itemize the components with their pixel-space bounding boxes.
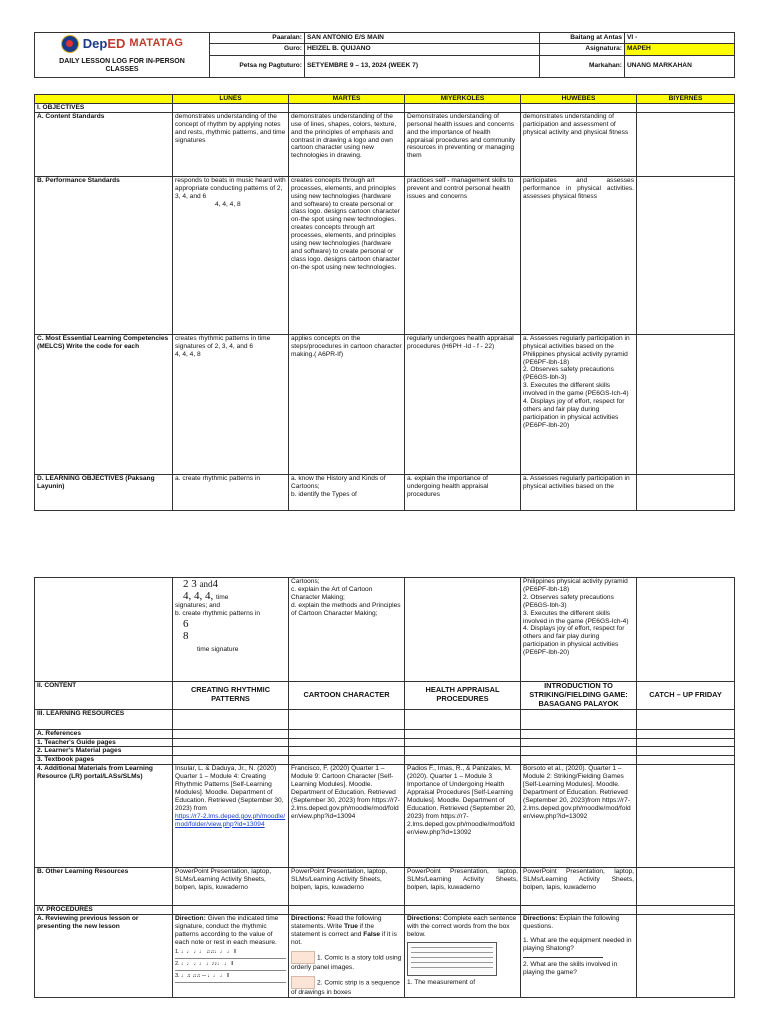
cell: a. explain the importance of undergoing health appraisal procedures <box>405 474 521 510</box>
cell <box>637 578 735 682</box>
asignatura-value: MAPEH <box>625 44 735 55</box>
rhythm-notes: 1. ♩♩ ♩♩ ♫♫♩♩ ♩ ‖ 2. ♩♩ ♩♩ ♩♪♪♩ ♩ ‖ 3. ♩♫ ♫♫ ─ ♩♩ ♩ ‖ <box>175 949 286 983</box>
baitang-value: VI - <box>625 33 735 44</box>
review-thursday: Directions: Explain the following questions. 1. What are the equipment needed in playing Shatong? 2. What are the skills involved in playing the game? <box>521 915 637 997</box>
cell: PowerPoint Presentation, laptop, SLMs/Learning Activity Sheets, bolpen, lapis, kuwaderno <box>173 868 289 906</box>
lm-label: 2. Learner's Material pages <box>35 747 173 756</box>
answer-line <box>523 957 603 958</box>
guro-label: Guro: <box>210 44 305 55</box>
answer-box[interactable] <box>291 976 315 989</box>
cell: regularly undergoes health appraisal procedures (H6PH -Id - f - 22) <box>405 334 521 474</box>
content-label: II. CONTENT <box>35 682 173 710</box>
day-header: MIYERKOLES <box>405 95 521 104</box>
petsa-label: Petsa ng Pagtuturo: <box>210 55 305 77</box>
word-box <box>407 942 497 976</box>
asignatura-label: Asignatura: <box>540 44 625 55</box>
deped-seal-icon <box>61 35 79 53</box>
cell <box>637 765 735 868</box>
markahan-label: Markahan: <box>540 55 625 77</box>
cell <box>637 334 735 474</box>
baitang-label: Baitang at Antas <box>540 33 625 44</box>
objectives-table <box>34 94 735 511</box>
cell: Padios F., Imas, R., & Panizales, M. (2020). Quarter 1 – Module 3 Importance of Undergoing Health Appraisal Procedures [Self-Learning Modules]. Moodle. Department of Education. Retrieved (September 20, 2023) from https://r7-2.lms.deped.gov.ph/moodle/mod/folder/view.php?id=13092 <box>405 765 521 868</box>
procedures-label: IV. PROCEDURES <box>35 906 173 915</box>
module-link[interactable]: https://r7-2.lms.deped.gov.ph/moodle/mod/folder/view.php?id=13094 <box>175 812 286 828</box>
cell: a. create rhythmic patterns in <box>173 474 289 510</box>
cell: a. Assesses regularly participation in physical activities based on the Philippines physical activity pyramid (PE6PF-Ibh-18) 2. Observes safety precautions (PE6GS-Ibh-3) 3. Executes the different skills involved in the game (PE6GS-Ich-4) 4. Displays joy of effort, respect for others and fair play during participation in physical activities (PE6PF-Ibh-20) <box>521 334 637 474</box>
content-title: CREATING RHYTHMIC PATTERNS <box>173 682 289 710</box>
cell: a. Assesses regularly participation in physical activities based on the <box>521 474 637 510</box>
cell <box>637 112 735 176</box>
cell: demonstrates understanding of the use of lines, shapes, colors, texture, and the principles of emphasis and contrast in drawing a logo and own cartoon character using new technologies in drawing. <box>289 112 405 176</box>
resources-label: III. LEARNING RESOURCES <box>35 709 173 729</box>
content-title: INTRODUCTION TO STRIKING/FIELDING GAME: BASAGANG PALAYOK <box>521 682 637 710</box>
references-label: A. References <box>35 729 173 738</box>
day-header: HUWEBES <box>521 95 637 104</box>
cell: Demonstrates understanding of personal health issues and concerns and the importance of health appraisal procedures and community resources in preventing or managing them <box>405 112 521 176</box>
tb-label: 3. Textbook pages <box>35 756 173 765</box>
cell <box>637 176 735 334</box>
cell: PowerPoint Presentation, laptop, SLMs/Learning Activity Sheets, bolpen, lapis, kuwaderno <box>405 868 521 906</box>
cell: Francisco, F. (2020) Quarter 1 – Module 9: Cartoon Character [Self-Learning Modules]. Moodle. Department of Education. Retrieved (September 30, 2023) from https://r7-2.lms.deped.gov.ph/moodle/mod/folder/view.php?id=13094 <box>289 765 405 868</box>
cell: demonstrates understanding of participation and assessment of physical activity and physical fitness <box>521 112 637 176</box>
cell: PowerPoint Presentation, laptop, SLMs/Learning Activity Sheets, bolpen, lapis, kuwaderno <box>289 868 405 906</box>
day-header: MARTES <box>289 95 405 104</box>
cell <box>637 474 735 510</box>
paaralan-value: SAN ANTONIO E/S MAIN <box>305 33 540 44</box>
content-title: CATCH – UP FRIDAY <box>637 682 735 710</box>
cell: practices self - management skills to prevent and control personal health issues and concerns <box>405 176 521 334</box>
deped-logo: DepED <box>82 36 126 52</box>
header-table <box>34 32 735 78</box>
cell: creates concepts through art processes, elements, and principles using new technologies (hardware and software) to create personal or class logo. designs cartoon character on-the spot using new technologies. creates concepts through art processes, elements, and principles using new technologies (hardware and software) to create personal or class logo. designs cartoon character on-the spot using new technologies. <box>289 176 405 334</box>
cell: Borsoto et al., (2020). Quarter 1 – Module 2: Striking/Fielding Games [Self-Learning Modules]. Moodle. Department of Education. Retrieved (September 20, 2023)from https://r7-2.lms.deped.gov.ph/moodle/mod/folder/view.php?id=13092 <box>521 765 637 868</box>
review-label: A. Reviewing previous lesson or presenting the new lesson <box>35 915 173 997</box>
cell: demonstrates understanding of the concept of rhythm by applying notes and rests, rhythmic patterns, and time signatures <box>173 112 289 176</box>
cell: Philippines physical activity pyramid (PE6PF-Ibh-18) 2. Observes safety precautions (PE6GS-Ibh-3) 3. Executes the different skills involved in the game (PE6GS-Ich-4) 4. Displays joy of effort, respect for others and fair play during participation in physical activities (PE6PF-Ibh-20) <box>521 578 637 682</box>
cell <box>405 578 521 682</box>
review-wednesday: Directions: Complete each sentence with the correct words from the box below. 1. The measurement of <box>405 915 521 997</box>
paaralan-label: Paaralan: <box>210 33 305 44</box>
cell: responds to beats in music heard with appropriate conducting patterns of 2, 3, 4, and 6 4, 4, 4, 8 <box>173 176 289 334</box>
markahan-value: UNANG MARKAHAN <box>625 55 735 77</box>
additional-materials-label: 4. Additional Materials from Learning Resource (LR) portal/LASs/SLMs) <box>35 765 173 868</box>
cell: PowerPoint Presentation, laptop, SLMs/Learning Activity Sheets, bolpen, lapis, kuwaderno <box>521 868 637 906</box>
other-resources-label: B. Other Learning Resources <box>35 868 173 906</box>
lo-monday-cont: 2 3 and4 4, 4, 4, time signatures; and b. create rhythmic patterns in 6 8 time signature <box>173 578 289 682</box>
logo-cell <box>35 33 210 56</box>
day-header: BIYERNES <box>637 95 735 104</box>
dll-title: DAILY LESSON LOG FOR IN-PERSON CLASSES <box>35 55 210 77</box>
content-title: HEALTH APPRAISAL PROCEDURES <box>405 682 521 710</box>
review-monday: Direction: Given the indicated time signature, conduct the rhythmic patterns according to the value of each note or rest in each measure. 1. ♩♩ ♩♩ ♫♫♩♩ ♩ ‖ 2. ♩♩ ♩♩ ♩♪♪♩ ♩ ‖ 3. ♩♫ ♫♫ ─ ♩♩ ♩ ‖ <box>173 915 289 997</box>
cell: applies concepts on the steps/procedures in cartoon character making.( A6PR-If) <box>289 334 405 474</box>
day-header: LUNES <box>173 95 289 104</box>
content-title: CARTOON CHARACTER <box>289 682 405 710</box>
answer-box[interactable] <box>291 951 315 964</box>
petsa-value: SETYEMBRE 9 – 13, 2024 (WEEK 7) <box>305 55 540 77</box>
page2-table <box>34 577 735 998</box>
tg-label: 1. Teacher's Guide pages <box>35 738 173 747</box>
matatag-logo: MATATAG <box>129 37 184 50</box>
section-objectives: I. OBJECTIVES <box>35 103 173 112</box>
performance-standards-label: B. Performance Standards <box>35 176 173 334</box>
cell: participates and assesses performance in physical activities. assesses physical fitness <box>521 176 637 334</box>
melcs-label: C. Most Essential Learning Competencies (MELCS) Write the code for each <box>35 334 173 474</box>
cell: a. know the History and Kinds of Cartoons; b. identify the Types of <box>289 474 405 510</box>
cell: Insular, L. & Daduya, Jr., N. (2020) Quarter 1 – Module 4: Creating Rhythmic Patterns [Self-Learning Modules]. Moodle. Department of Education. Retrieved (September 30, 2023) from https://r7-2.lms.deped.gov.ph/moodle/mod/folder/view.php?id=13094 <box>173 765 289 868</box>
cell: Cartoons; c. explain the Art of Cartoon Character Making; d. explain the methods and Principles of Cartoon Character Making; <box>289 578 405 682</box>
review-tuesday: Directions: Read the following statements. Write True if the statement is correct and False if it is not. 1. Comic is a story told using orderly panel images. 2. Comic strip is a sequence of drawings in boxes <box>289 915 405 997</box>
cell: creates rhythmic patterns in time signatures of 2, 3, 4, and 6 4, 4, 4, 8 <box>173 334 289 474</box>
learning-objectives-label: D. LEARNING OBJECTIVES (Paksang Layunin) <box>35 474 173 510</box>
content-standards-label: A. Content Standards <box>35 112 173 176</box>
guro-value: HEIZEL B. QUIJANO <box>305 44 540 55</box>
cell <box>637 868 735 906</box>
